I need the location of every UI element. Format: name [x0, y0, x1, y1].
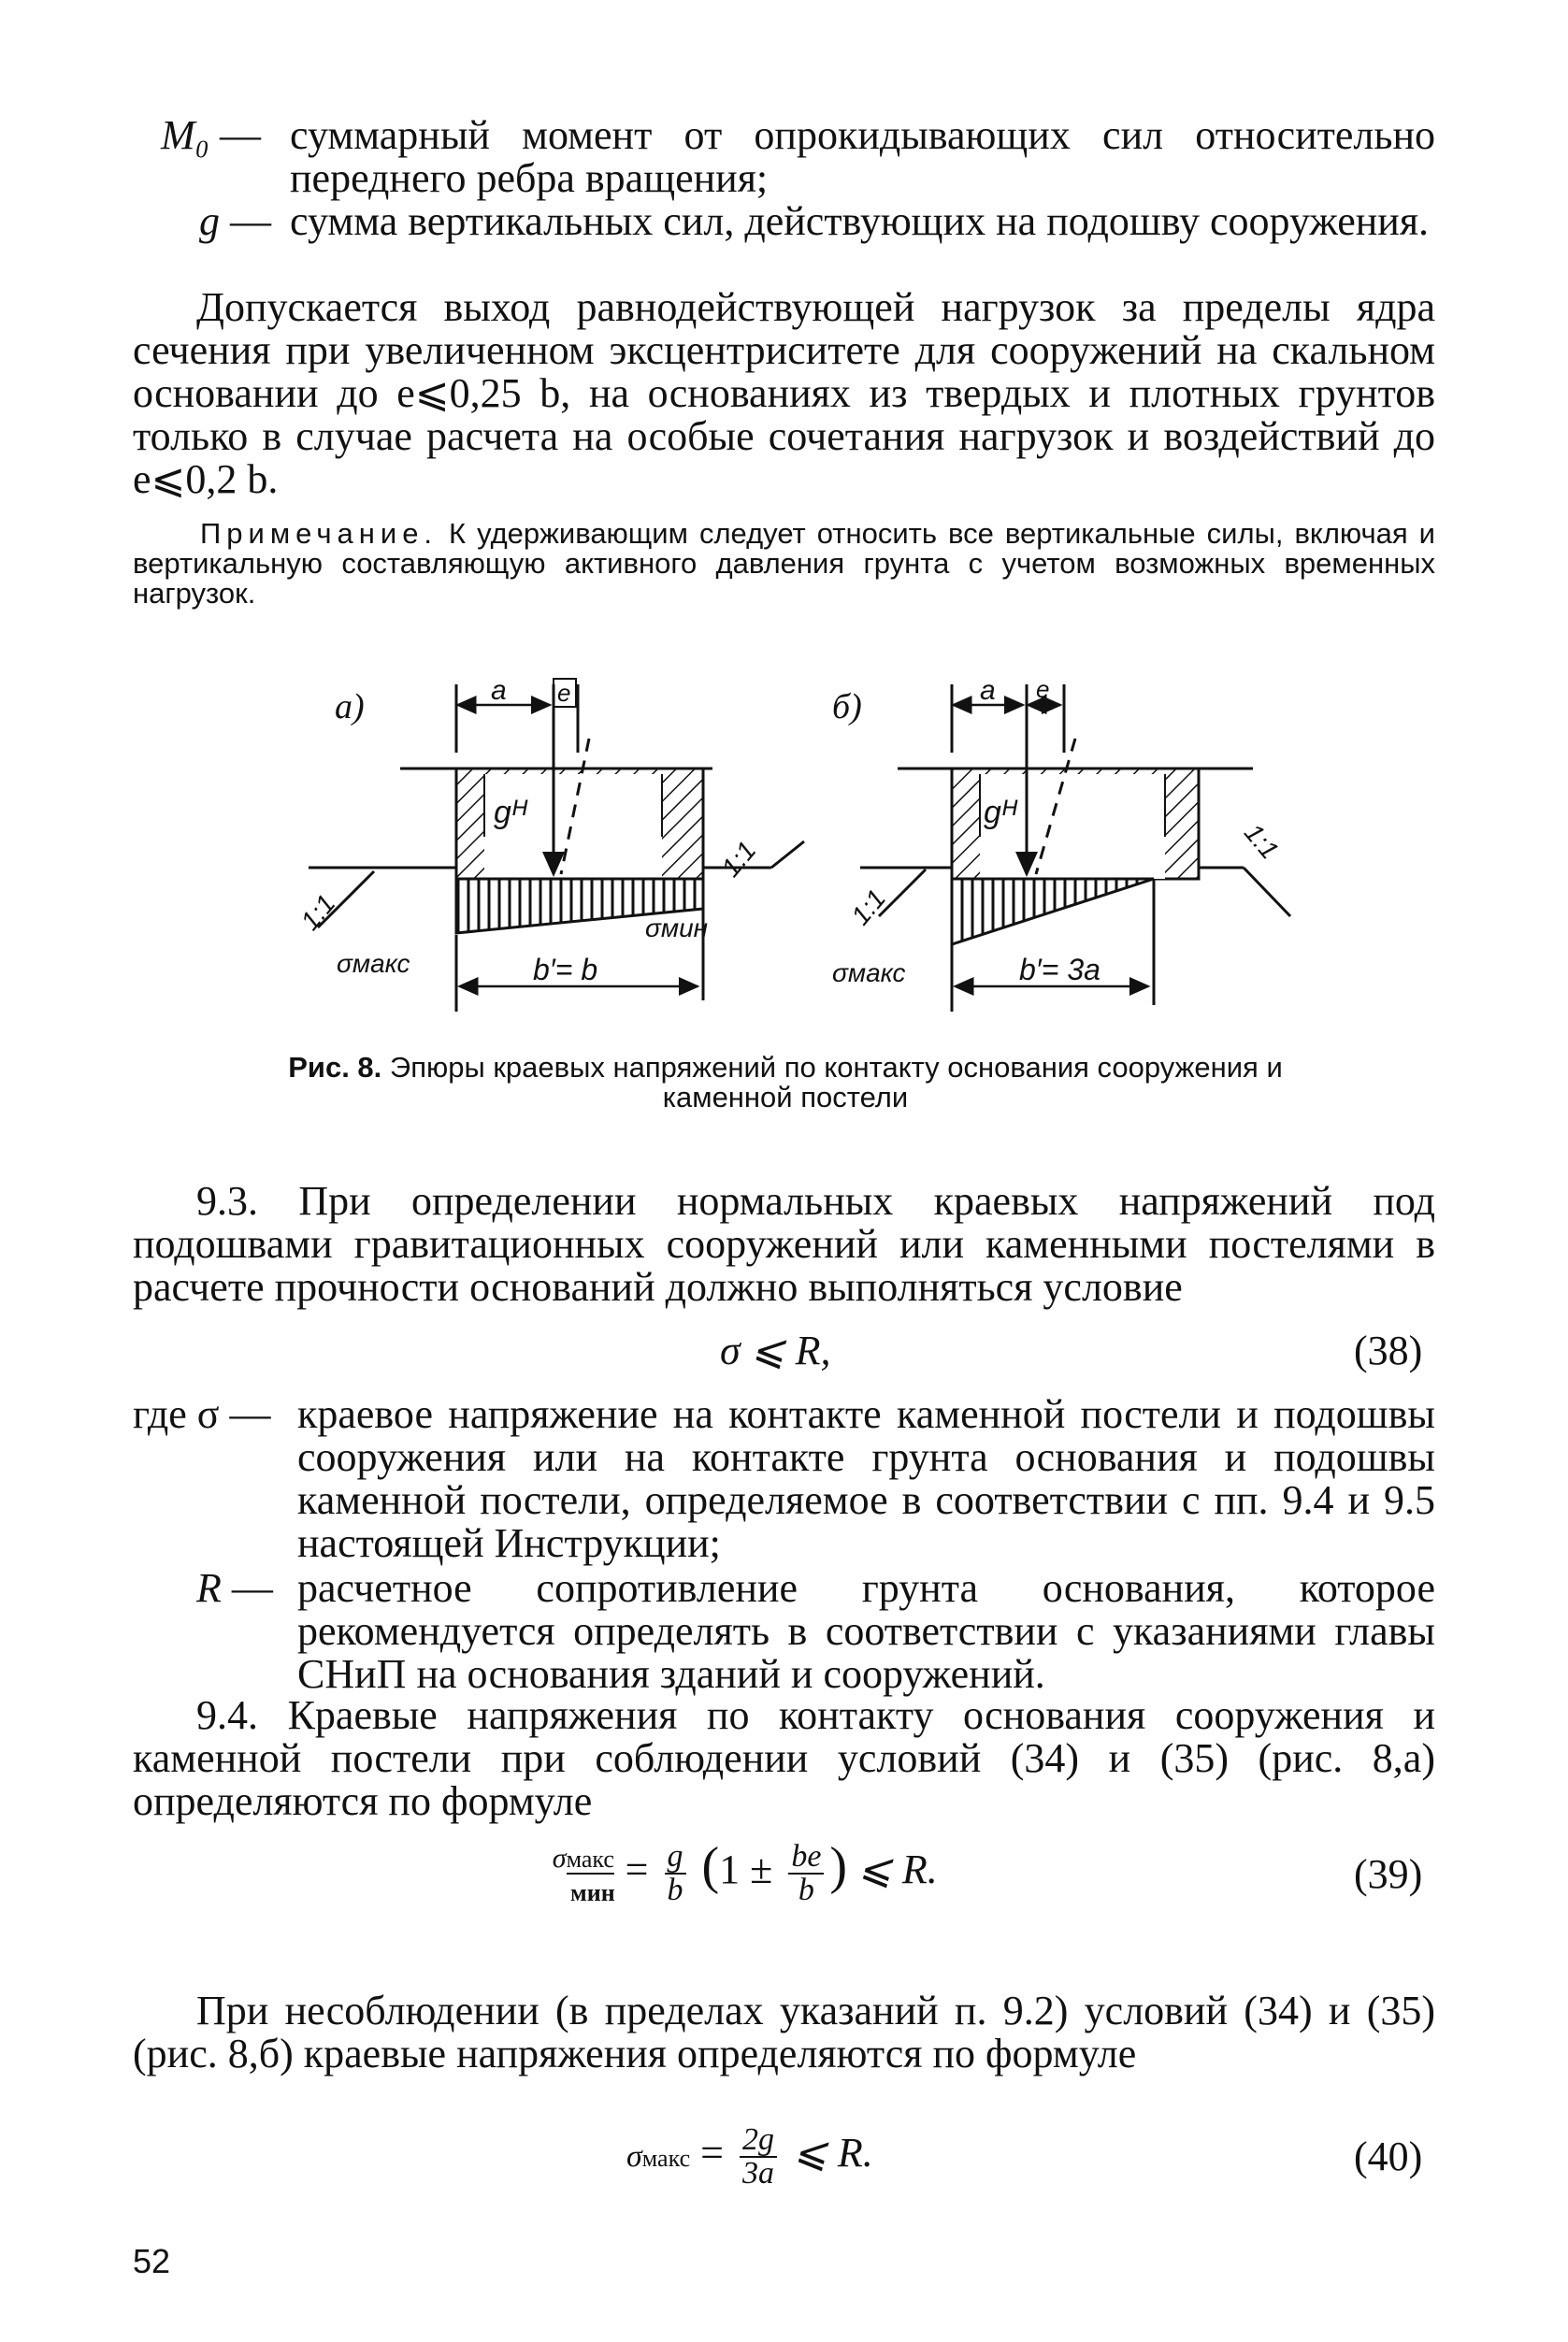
definition-text-m0: суммарный момент от опрокидывающих сил относительно переднего ребра вращения; [290, 112, 1435, 201]
panel-b-slope-right: 1:1 [1238, 818, 1285, 865]
panel-b-force-label: gᴴ [984, 795, 1017, 830]
formula-39: σмакс мин = $\frac{g}{b}$ (1 ± $\frac{be}{b}$ ) ⩽ R. [552, 1837, 938, 1907]
panel-b-width: b′= 3a [1019, 953, 1100, 986]
formula-40: σмакс = $\frac{2g}{3a}$ ⩽ R. [626, 2122, 873, 2191]
definition-term-sigma: где σ — [133, 1391, 271, 1437]
definition-text-sigma: краевое напряжение на контакте каменной постели и подошвы сооружения или на контакте грунта основания и подошвы каменной постели, определяемое в соответствии с пп. 9.4 и 9.5 настоящей Инструкции; [297, 1391, 1435, 1566]
panel-a-slope-right: 1:1 [715, 835, 762, 883]
definition-term-g: g — [199, 198, 271, 244]
note-text: К удерживающим следует относить все вертикальные силы, включая и вертикальную составляющую активного давления грунта с учетом возможных временных нагрузок. [133, 517, 1435, 610]
formula-39-number: (39) [1354, 1851, 1423, 1897]
figure-8-diagram [281, 664, 1328, 1038]
paragraph-9-4: 9.4. Краевые напряжения по контакту основания сооружения и каменной постели при соблюдении условий (34) и (35) (рис. 8,а) определяются по формуле [133, 1692, 1435, 1824]
definition-term-r: R — [196, 1565, 273, 1611]
formula-38-number: (38) [1354, 1328, 1423, 1373]
figure-panel-b [832, 675, 1290, 1012]
panel-a-dim-e: e [557, 679, 571, 707]
panel-b-dim-e: e [1036, 675, 1050, 703]
panel-b-label: б) [832, 687, 862, 726]
panel-b-sigma-max: σмакс [832, 958, 906, 987]
paragraph-eccentricity: Допускается выход равнодействующей нагрузок за пределы ядра сечения при увеличенном эксцентриситете для сооружений на скальном основании до e⩽0,25 b, на основаниях из твердых и плотных грунтов только в случае расчета на особые сочетания нагрузок и воздействий до e⩽0,2 b. [133, 284, 1435, 502]
panel-a-width: b′= b [533, 953, 598, 986]
definition-text-g: сумма вертикальных сил, действующих на подошву сооружения. [290, 198, 1430, 244]
note-block [133, 519, 1435, 609]
figure-caption-text: Эпюры краевых напряжений по контакту основания сооружения и каменной постели [389, 1051, 1283, 1114]
formula-39-fraction-g-b: $\frac{g}{b}$ [665, 1841, 686, 1906]
formula-39-fraction-be-b: $\frac{be}{b}$ [788, 1841, 824, 1906]
paragraph-9-3: 9.3. При определении нормальных краевых напряжений под подошвами гравитационных сооружений или каменными постелями в расчете прочности оснований должно выполняться условие [133, 1178, 1435, 1310]
page-number: 52 [133, 2242, 171, 2280]
panel-a-sigma-max: σмакс [337, 949, 410, 978]
panel-a-dim-a: a [491, 675, 507, 706]
formula-40-fraction: $\frac{2g}{3a}$ [740, 2124, 777, 2190]
panel-a-force-label: gᴴ [494, 795, 527, 830]
formula-38: σ ⩽ R, [720, 1328, 831, 1373]
definition-term-m0: M₀ — [161, 112, 261, 158]
panel-a-label: а) [335, 687, 365, 726]
panel-b-dim-a: a [980, 675, 996, 706]
note-label: Примечание. [200, 517, 439, 550]
figure-caption [234, 1053, 1337, 1113]
panel-a-slope-left: 1:1 [295, 888, 341, 936]
definition-text-r: расчетное сопротивление грунта основания, которое рекомендуется определять в соответствии с указаниями главы СНиП на основания зданий и сооружений. [297, 1565, 1435, 1697]
panel-a-sigma-min: σмин [645, 913, 709, 942]
formula-39-sigma: σмакс мин [552, 1843, 615, 1906]
formula-40-number: (40) [1354, 2134, 1423, 2179]
paragraph-9-5: При несоблюдении (в пределах указаний п. 9.2) условий (34) и (35) (рис. 8,б) краевые напряжения определяются по формуле [133, 1988, 1435, 2076]
figure-caption-label: Рис. 8. [288, 1051, 382, 1084]
panel-b-slope-left: 1:1 [845, 884, 892, 931]
figure-panel-a [295, 675, 804, 1012]
